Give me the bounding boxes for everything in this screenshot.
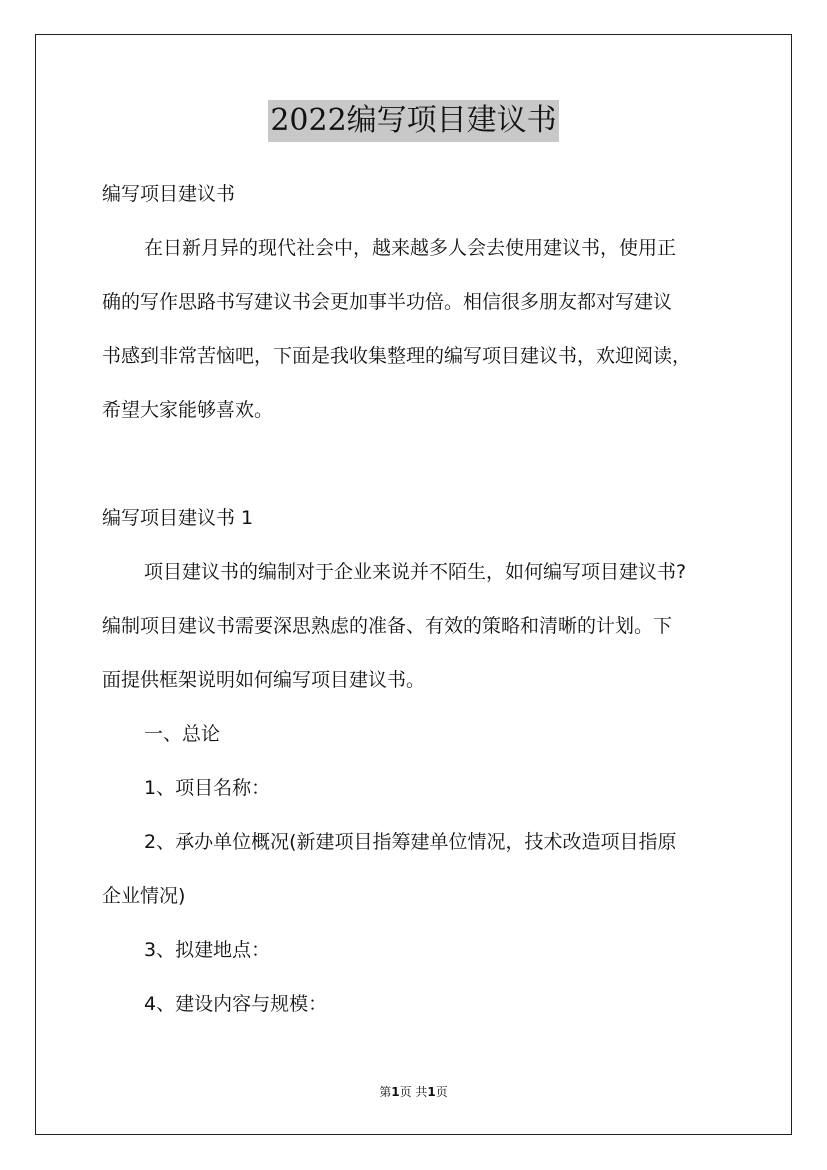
body-line-9: 4、建设内容与规模： [144, 993, 328, 1015]
footer-page-number: 1 [391, 1085, 400, 1099]
body-line-4: 一、总论 [144, 723, 221, 745]
footer-mid: 页 共 [399, 1085, 428, 1099]
body-line-2: 编制项目建议书需要深思熟虑的准备、有效的策略和清晰的计划。下 [102, 615, 673, 637]
body-line-1: 项目建议书的编制对于企业来说并不陌生，如何编写项目建议书? [144, 561, 687, 583]
page-footer [0, 1084, 827, 1100]
section-heading: 编写项目建议书 [102, 183, 236, 205]
footer-prefix: 第 [379, 1085, 392, 1099]
footer-suffix: 页 [435, 1085, 448, 1099]
title-container [0, 100, 827, 142]
intro-line-3: 书感到非常苦恼吧，下面是我收集整理的编写项目建议书，欢迎阅读， [102, 345, 692, 367]
intro-line-4: 希望大家能够喜欢。 [102, 399, 274, 421]
intro-line-2: 确的写作思路书写建议书会更加事半功倍。相信很多朋友都对写建议 [102, 291, 673, 313]
body-line-7: 企业情况) [102, 885, 186, 907]
subheading-1: 编写项目建议书 1 [102, 507, 254, 529]
intro-line-1: 在日新月异的现代社会中，越来越多人会去使用建议书，使用正 [144, 237, 677, 259]
footer-total-pages: 1 [427, 1085, 436, 1099]
body-line-6: 2、承办单位概况(新建项目指筹建单位情况，技术改造项目指原 [144, 831, 677, 853]
document-title: 2022编写项目建议书 [268, 100, 558, 142]
body-line-5: 1、项目名称： [144, 777, 271, 799]
body-line-8: 3、拟建地点： [144, 939, 271, 961]
body-line-3: 面提供框架说明如何编写项目建议书。 [102, 669, 426, 691]
